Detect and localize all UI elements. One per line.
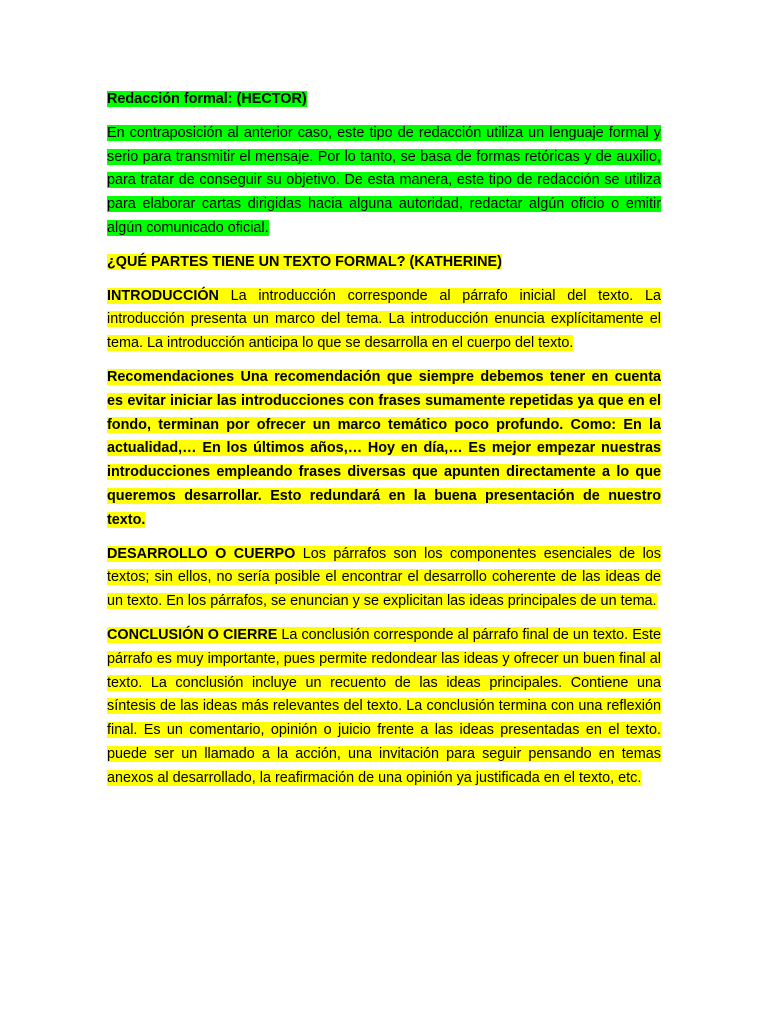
conclusion-text: La conclusión corresponde al párrafo final de un texto. Este párrafo es muy importante, pues permite redondear las ideas y ofrecer un buen final al texto. La conclusión incluye un recuento de las ideas principales. Contiene una síntesis de las ideas más relevantes del texto. La conclusión termina con una reflexión final. Es un comentario, opinión o juicio frente a las ideas presentadas en el texto. puede ser un llamado a la acción, una invitación para seguir pensando en temas anexos al desarrollado, la reafirmación de una opinión ya justificada en el texto, etc.: [107, 626, 661, 786]
introduccion-text: La introducción corresponde al párrafo inicial del texto. La introducción presenta un marco del tema. La introducción enuncia explícitamente el tema. La introducción anticipa lo que se desarrolla en el cuerpo del texto.: [107, 287, 661, 352]
paragraph-introduccion: [107, 285, 661, 356]
paragraph-recomendaciones: [107, 366, 661, 533]
section-question-parts: [107, 251, 661, 275]
desarrollo-label: DESARROLLO O CUERPO: [107, 545, 296, 562]
conclusion-label: CONCLUSIÓN O CIERRE: [107, 626, 278, 643]
paragraph-conclusion: [107, 624, 661, 791]
introduccion-label: INTRODUCCIÓN: [107, 287, 219, 304]
formal-writing-text: En contraposición al anterior caso, este tipo de redacción utiliza un lenguaje formal y serio para transmitir el mensaje. Por lo tanto, se basa de formas retóricas y de auxilio, para tratar de conseguir su objetivo. De esta manera, este tipo de redacción se utiliza para elaborar cartas dirigidas hacia alguna autoridad, redactar algún oficio o emitir algún comunicado oficial.: [107, 124, 661, 236]
document-page: [107, 88, 661, 801]
section-title-formal-writing: [107, 88, 661, 112]
question-heading: ¿QUÉ PARTES TIENE UN TEXTO FORMAL? (KATHERINE): [107, 253, 502, 270]
title-formal-writing: Redacción formal: (HECTOR): [107, 91, 307, 107]
paragraph-desarrollo: [107, 543, 661, 614]
desarrollo-text: Los párrafos son los componentes esenciales de los textos; sin ellos, no sería posible el encontrar el desarrollo coherente de las ideas de un texto. En los párrafos, se enuncian y se explicitan las ideas principales de un tema.: [107, 545, 661, 610]
paragraph-formal-writing: [107, 122, 661, 241]
recomendaciones-text: Recomendaciones Una recomendación que siempre debemos tener en cuenta es evitar iniciar las introducciones con frases sumamente repetidas ya que en el fondo, terminan por ofrecer un marco temático poco profundo. Como: En la actualidad,… En los últimos años,… Hoy en día,… Es mejor empezar nuestras introducciones empleando frases diversas que apunten directamente a lo que queremos desarrollar. Esto redundará en la buena presentación de nuestro texto.: [107, 368, 661, 528]
